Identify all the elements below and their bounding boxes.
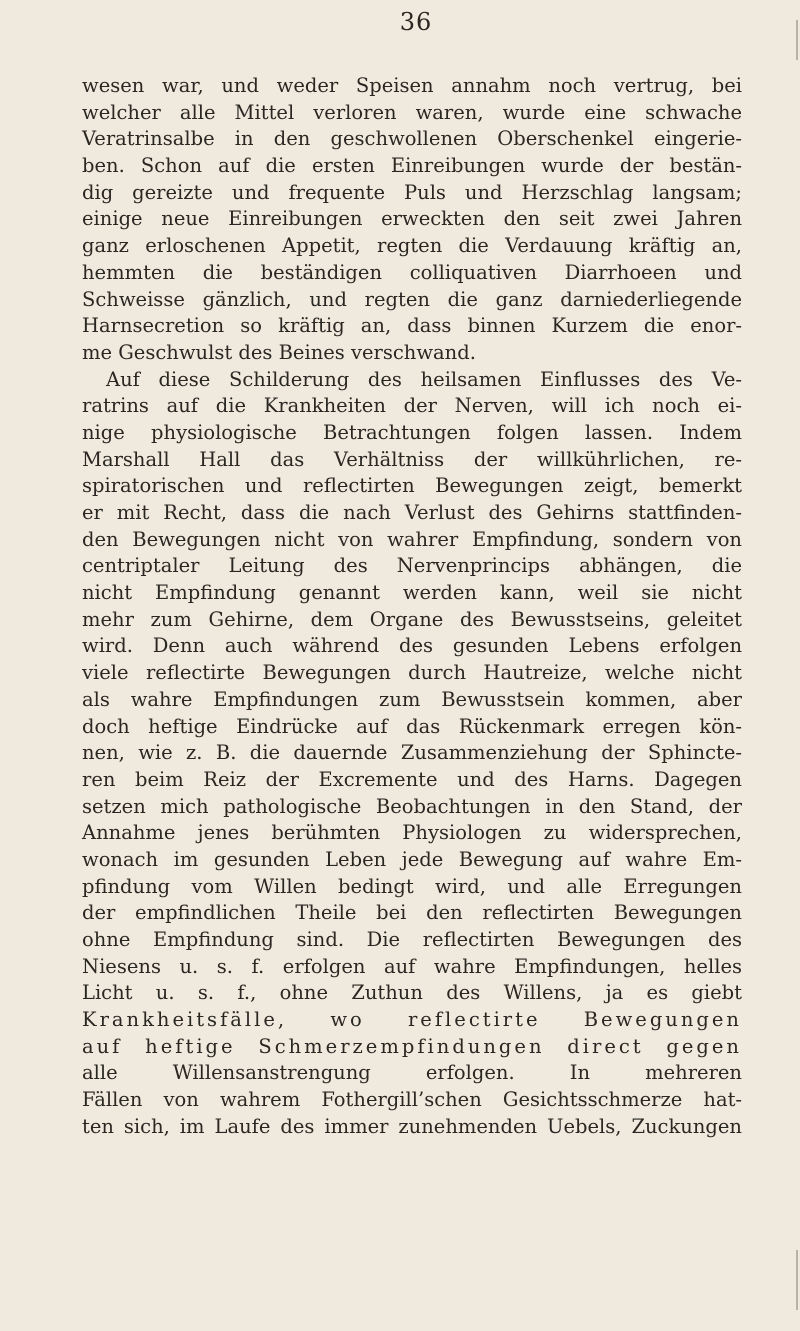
text-line: Licht u. s. f., ohne Zuthun des Willens, ja es giebt — [82, 981, 742, 1005]
text-line: Harnsecretion so kräftig an, dass binnen Kurzem die enor- — [82, 314, 742, 338]
text-line: pfindung vom Willen bedingt wird, und alle Erregungen — [82, 874, 742, 898]
text-line: mehr zum Gehirne, dem Organe des Bewusstseins, geleitet — [82, 607, 742, 631]
text-line: setzen mich pathologische Beobachtungen in den Stand, der — [82, 794, 742, 818]
text-line: viele reflectirte Bewegungen durch Hautreize, welche nicht — [82, 661, 742, 685]
text-line: Veratrinsalbe in den geschwollenen Oberschenkel eingerie- — [82, 127, 742, 151]
text-line: einige neue Einreibungen erweckten den seit zwei Jahren — [82, 207, 742, 231]
page-edge-mark — [796, 20, 798, 60]
text-line: Marshall Hall das Verhältniss der willkührlichen, re- — [82, 447, 742, 471]
text-line: Krankheitsfälle, wo reflectirte Bewegungen — [82, 1008, 742, 1032]
text-line: ratrins auf die Krankheiten der Nerven, will ich noch ei- — [82, 394, 742, 418]
text-line: den Bewegungen nicht von wahrer Empfindung, sondern von — [82, 527, 742, 551]
text-line: ohne Empfindung sind. Die reflectirten Bewegungen des — [82, 928, 742, 951]
text-line: Auf diese Schilderung des heilsamen Einflusses des Ve- — [106, 367, 742, 391]
text-line: alle Willensanstrengung erfolgen. In mehreren — [82, 1061, 742, 1085]
text-line: wird. Denn auch während des gesunden Lebens erfolgen — [82, 634, 742, 658]
text-line: Annahme jenes berühmten Physiologen zu widersprechen, — [82, 821, 742, 845]
text-line: nen, wie z. B. die dauernde Zusammenziehung der Sphincte- — [82, 741, 742, 765]
text-line: Niesens u. s. f. erfolgen auf wahre Empfindungen, helles — [82, 954, 742, 978]
body-text — [82, 73, 742, 1141]
text-line: als wahre Empfindungen zum Bewusstsein kommen, aber — [82, 687, 742, 711]
text-line: wonach im gesunden Leben jede Bewegung auf wahre Em- — [82, 847, 742, 871]
text-line: Schweisse gänzlich, und regten die ganz darniederliegende — [82, 287, 742, 311]
text-line: Fällen von wahrem Fothergill’schen Gesichtsschmerze hat- — [82, 1088, 742, 1112]
text-line: spiratorischen und reflectirten Bewegungen zeigt, bemerkt — [82, 474, 742, 498]
text-line: auf heftige Schmerzempfindungen direct gegen — [82, 1034, 742, 1058]
text-line: doch heftige Eindrücke auf das Rückenmark erregen kön- — [82, 714, 742, 738]
text-line: hemmten die beständigen colliquativen Diarrhoeen und — [82, 260, 742, 284]
text-line: me Geschwulst des Beines verschwand. — [82, 340, 476, 364]
text-line: nige physiologische Betrachtungen folgen lassen. Indem — [82, 420, 742, 444]
text-line: er mit Recht, dass die nach Verlust des Gehirns stattfinden- — [82, 501, 742, 524]
text-line: centriptaler Leitung des Nervenprincips abhängen, die — [82, 554, 742, 578]
text-line: wesen war, und weder Speisen annahm noch vertrug, bei — [82, 74, 742, 97]
text-line: dig gereizte und frequente Puls und Herzschlag langsam; — [82, 180, 742, 204]
text-line: nicht Empfindung genannt werden kann, weil sie nicht — [82, 581, 742, 605]
text-line: ren beim Reiz der Excremente und des Harns. Dagegen — [82, 767, 742, 791]
page-number: 36 — [399, 8, 433, 36]
text-line: ben. Schon auf die ersten Einreibungen wurde der bestän- — [82, 154, 742, 178]
text-line: welcher alle Mittel verloren waren, wurde eine schwache — [82, 100, 742, 124]
text-line: ganz erloschenen Appetit, regten die Verdauung kräftig an, — [82, 234, 742, 258]
text-line: ten sich, im Laufe des immer zunehmenden Uebels, Zuckungen — [82, 1114, 742, 1138]
text-line: der empfindlichen Theile bei den reflectirten Bewegungen — [82, 901, 742, 925]
page-edge-mark — [796, 1250, 798, 1310]
